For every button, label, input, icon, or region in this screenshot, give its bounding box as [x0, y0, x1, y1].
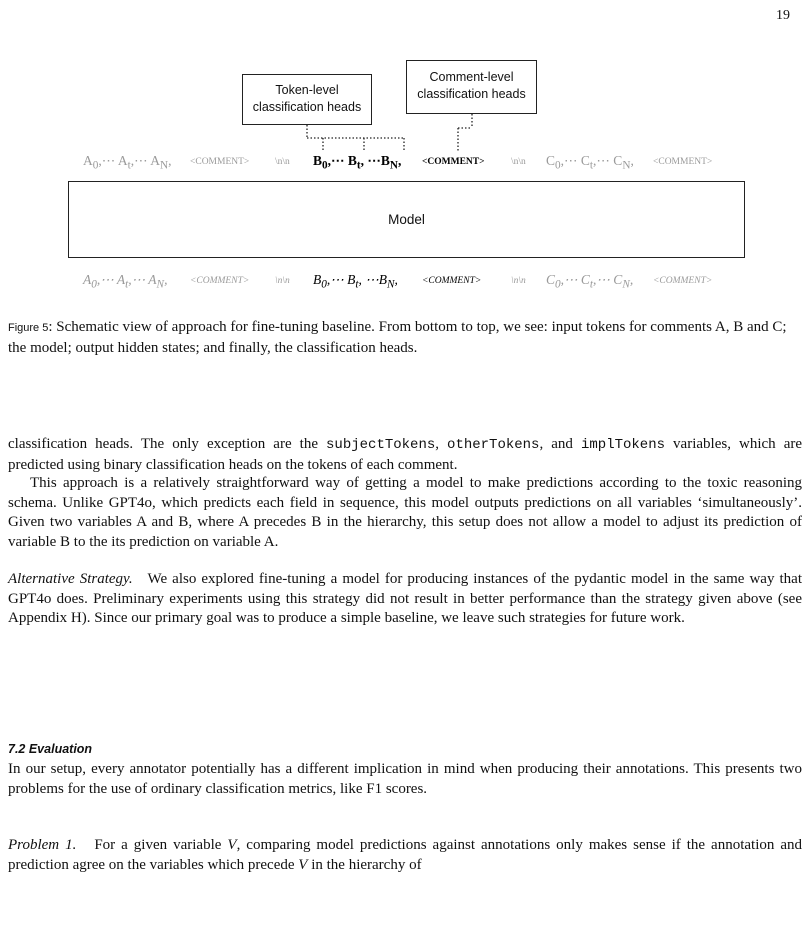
p1-text-d: variables, which are predicted using binary classification heads on the tokens of each comment.	[8, 436, 802, 473]
hidden-b-tokens: $B_0,\cdots$ $B_t$, $\cdots B_N$,	[313, 153, 402, 172]
paragraph-1	[8, 435, 802, 475]
paragraph-2: This approach is a relatively straightforward way of getting a model to make predictions according to the toxic reasoning schema. Unlike GPT4o, which predicts each field in sequence, this model outputs predictions on all variables ‘simultaneously’. Given two variables A and B, where A precedes B in the hierarchy, this setup does not allow a model to adjust its prediction of variable B to the its prediction on variable A.	[8, 475, 802, 550]
model-box: Model	[68, 181, 745, 258]
figure-caption	[8, 318, 802, 358]
input-c-tokens: $C_0,\cdots$ $C_t,\cdots$ $C_N$,	[546, 272, 634, 291]
hidden-newline-1: \n\n	[275, 157, 290, 167]
p1-text-b: ,	[435, 436, 448, 452]
input-b-tokens: $B_0,\cdots$ $B_t$, $\cdots B_N$,	[313, 272, 398, 291]
input-newline-1: \n\n	[275, 276, 290, 286]
variable-v-2: V	[298, 856, 308, 873]
p5-text-b: , comparing model predictions against annotations only makes sense if the annotation and prediction agree on the variables which precede	[8, 837, 803, 873]
hidden-b-comment-tag: <COMMENT>	[422, 157, 485, 167]
figure-5	[0, 0, 809, 300]
variable-v-1: V	[227, 837, 237, 853]
page-number: 19	[776, 8, 790, 23]
input-a-tokens: $A_0,\cdots$ $A_t,\cdots$ $A_N$,	[83, 272, 168, 291]
paragraph-alternative-strategy	[8, 570, 802, 629]
code-other-tokens: otherTokens	[447, 437, 540, 453]
p1-text-c: , and	[539, 436, 581, 452]
caption-label: Figure 5	[8, 322, 49, 334]
comment-heads-line2: classification heads	[417, 87, 526, 101]
alt-strategy-title: Alternative Strategy.	[8, 571, 133, 587]
comment-heads-line1: Comment-level	[429, 70, 514, 84]
input-b-comment-tag: <COMMENT>	[422, 276, 482, 286]
paragraph-evaluation: In our setup, every annotator potentially has a different implication in mind when producing their annotations. This presents two problems for the use of ordinary classification metrics, like F1 scores.	[8, 761, 802, 797]
section-heading-evaluation: 7.2 Evaluation	[8, 742, 93, 756]
p5-text-a: For a given variable	[94, 837, 228, 853]
problem-1-title: Problem 1.	[8, 837, 77, 853]
hidden-c-tokens: $C_0,\cdots$ $C_t,\cdots$ $C_N$,	[546, 153, 634, 172]
token-heads-line1: Token-level	[275, 83, 339, 97]
input-newline-2: \n\n	[511, 276, 526, 286]
code-impl-tokens: implTokens	[580, 437, 665, 453]
paragraph-problem-1	[8, 836, 802, 875]
token-heads-line2: classification heads	[252, 100, 362, 114]
code-subject-tokens: subjectTokens	[326, 437, 436, 453]
hidden-a-comment-tag: <COMMENT>	[190, 157, 250, 167]
hidden-newline-2: \n\n	[511, 157, 526, 167]
input-a-comment-tag: <COMMENT>	[190, 276, 250, 286]
hidden-c-comment-tag: <COMMENT>	[653, 157, 713, 167]
caption-text: : Schematic view of approach for fine-tuning baseline. From bottom to top, we see: input tokens for comments A, B and C; the model; output hidden states; and finally, the classification heads.	[8, 319, 787, 356]
hidden-a-tokens: $A_0,\cdots$ $A_t,\cdots$ $A_N$,	[83, 153, 172, 172]
p1-text-a: classification heads. The only exception are the	[8, 436, 327, 452]
alt-strategy-text: We also explored fine-tuning a model for producing instances of the pydantic model in the same way that GPT4o does. Preliminary experiments using this strategy did not result in better performance than the strategy given above (see Appendix H). Since our primary goal was to produce a simple baseline, we leave such strategies for future work.	[8, 571, 802, 626]
p5-text-c: in the hierarchy of	[307, 856, 422, 873]
input-c-comment-tag: <COMMENT>	[653, 276, 713, 286]
